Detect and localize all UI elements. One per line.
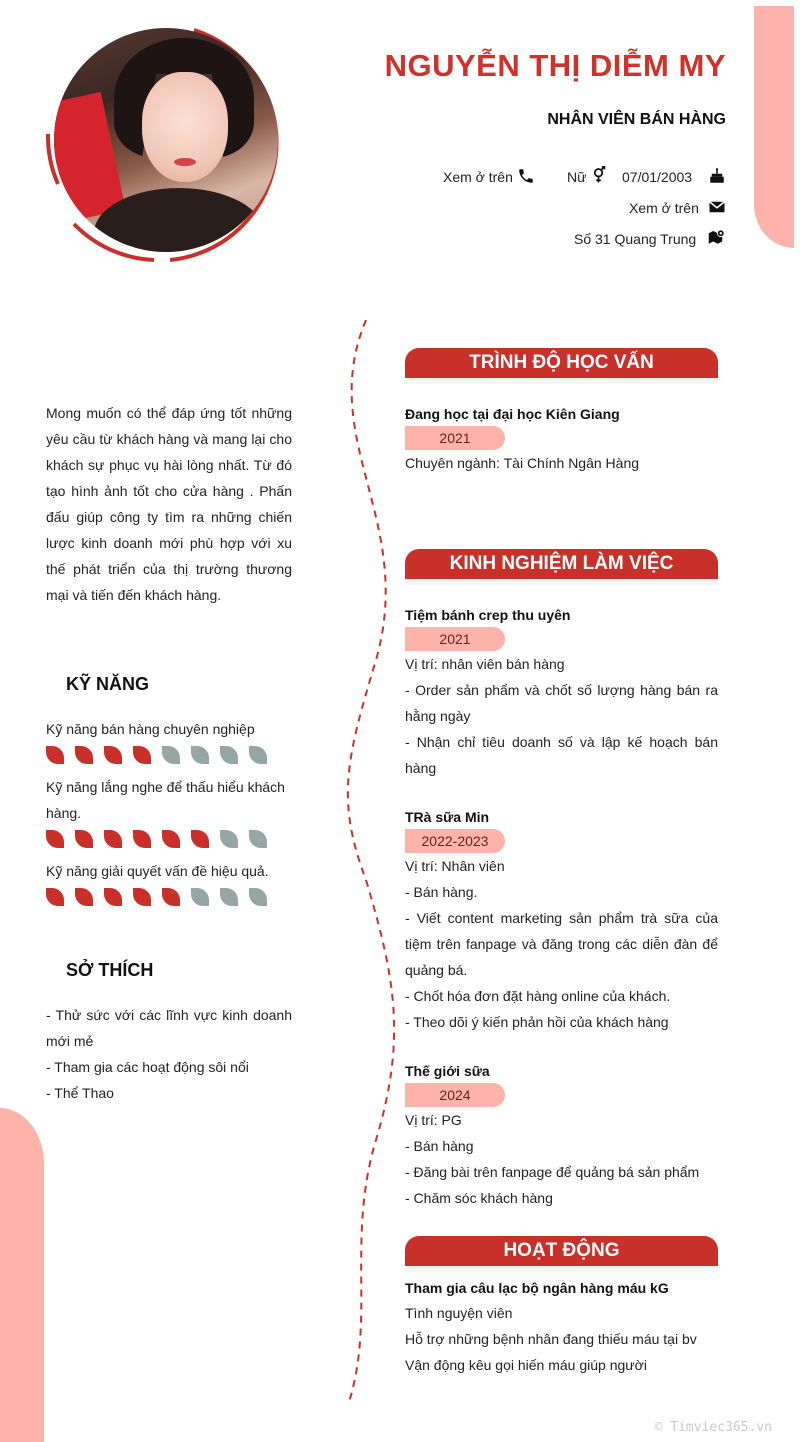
skill-dot-filled bbox=[75, 888, 93, 906]
education-heading: TRÌNH ĐỘ HỌC VẤN bbox=[405, 348, 718, 378]
skill-dot-empty bbox=[162, 746, 180, 764]
job-line: Vị trí: PG bbox=[405, 1112, 462, 1128]
map-location-icon bbox=[708, 228, 726, 246]
profile-photo bbox=[54, 28, 278, 252]
job-line: - Order sản phẩm và chốt số lượng hàng bán ra hằng ngày bbox=[405, 682, 718, 724]
education-school: Đang học tại đại học Kiên Giang bbox=[405, 406, 620, 422]
skill-dot-empty bbox=[191, 746, 209, 764]
job-company: TRà sữa Min bbox=[405, 809, 490, 825]
activity-line: Hỗ trợ những bệnh nhân đang thiếu máu tại bv bbox=[405, 1331, 697, 1347]
job-line: - Bán hàng. bbox=[405, 884, 478, 900]
skill-dot-filled bbox=[104, 888, 122, 906]
address-value: Số 31 Quang Trung bbox=[574, 231, 697, 247]
skill-dot-filled bbox=[104, 830, 122, 848]
candidate-name: NGUYỄN THỊ DIỄM MY bbox=[384, 48, 726, 83]
skill-dot-filled bbox=[133, 888, 151, 906]
skill-dot-filled bbox=[162, 830, 180, 848]
job-line: - Đăng bài trên fanpage để quảng bá sản phẩm bbox=[405, 1164, 700, 1180]
experience-heading: KINH NGHIỆM LÀM VIỆC bbox=[405, 549, 718, 579]
skill-dot-filled bbox=[75, 746, 93, 764]
job-line: - Nhận chỉ tiêu doanh số và lập kế hoạch bán hàng bbox=[405, 734, 718, 776]
hobby-item: - Tham gia các hoạt động sôi nổi bbox=[46, 1059, 249, 1075]
email-icon bbox=[708, 198, 726, 216]
hobby-item: - Thử sức với các lĩnh vực kinh doanh mới mẻ bbox=[46, 1007, 292, 1049]
skill-dot-filled bbox=[133, 830, 151, 848]
job-line: - Viết content marketing sản phẩm trà sữa của tiệm trên fanpage và đăng trong các diễn đàn để quảng bá. bbox=[405, 910, 718, 978]
skill-dot-empty bbox=[220, 830, 238, 848]
phone-value: Xem ở trên bbox=[443, 169, 513, 185]
decorative-corner-top bbox=[754, 6, 794, 248]
footer-watermark: © Timviec365.vn bbox=[654, 1420, 772, 1435]
job-company: Thế giới sữa bbox=[405, 1063, 490, 1079]
decorative-corner-bottom bbox=[0, 1108, 44, 1442]
job-title: NHÂN VIÊN BÁN HÀNG bbox=[547, 111, 726, 128]
job-line: Vị trí: nhân viên bán hàng bbox=[405, 656, 565, 672]
education-major: Chuyên ngành: Tài Chính Ngân Hàng bbox=[405, 455, 640, 471]
career-objective: Mong muốn có thể đáp ứng tốt những yêu cầu từ khách hàng và mang lại cho khách sự phục vụ hài lòng nhất. Từ đó tạo hình ảnh tốt cho cửa hàng . Phấn đấu giúp công ty tìm ra những chiến lược kinh doanh mới phù hợp với xu thế phát triển của thị trường thương mại và tiến đến khách hàng. bbox=[46, 405, 292, 603]
hobbies-heading: SỞ THÍCH bbox=[66, 960, 154, 980]
gender-icon bbox=[591, 166, 609, 184]
skill-dot-filled bbox=[133, 746, 151, 764]
skill-label: Kỹ năng lắng nghe để thấu hiểu khách hàng. bbox=[46, 779, 285, 821]
skill-dot-filled bbox=[46, 888, 64, 906]
avatar bbox=[44, 24, 284, 264]
job-line: - Chăm sóc khách hàng bbox=[405, 1190, 553, 1206]
skill-dot-empty bbox=[249, 888, 267, 906]
skill-dot-filled bbox=[75, 830, 93, 848]
activity-line: Tình nguyện viên bbox=[405, 1305, 513, 1321]
education-year: 2021 bbox=[405, 426, 505, 450]
skill-dot-empty bbox=[249, 746, 267, 764]
activities-heading: HOẠT ĐỘNG bbox=[405, 1236, 718, 1266]
job-period: 2022-2023 bbox=[405, 829, 505, 853]
skill-rating bbox=[46, 888, 267, 906]
phone-icon bbox=[517, 167, 535, 185]
skill-label: Kỹ năng giải quyết vấn đề hiệu quả. bbox=[46, 863, 269, 879]
skill-rating bbox=[46, 746, 267, 764]
activity-line: Vận động kêu gọi hiến máu giúp người bbox=[405, 1357, 647, 1373]
job-company: Tiệm bánh crep thu uyên bbox=[405, 607, 571, 623]
birthday-value: 07/01/2003 bbox=[622, 169, 693, 185]
hobby-item: - Thể Thao bbox=[46, 1085, 114, 1101]
skill-dot-filled bbox=[46, 746, 64, 764]
skill-dot-empty bbox=[220, 888, 238, 906]
email-value: Xem ở trên bbox=[629, 200, 699, 216]
job-line: Vị trí: Nhân viên bbox=[405, 858, 505, 874]
job-line: - Chốt hóa đơn đặt hàng online của khách. bbox=[405, 988, 671, 1004]
skill-dot-empty bbox=[249, 830, 267, 848]
wavy-divider bbox=[336, 320, 396, 1410]
skill-dot-empty bbox=[220, 746, 238, 764]
skill-dot-filled bbox=[191, 830, 209, 848]
skill-dot-empty bbox=[191, 888, 209, 906]
skill-dot-filled bbox=[104, 746, 122, 764]
gender-value: Nữ bbox=[567, 169, 587, 185]
job-line: - Bán hàng bbox=[405, 1138, 474, 1154]
activity-org: Tham gia câu lạc bộ ngân hàng máu kG bbox=[405, 1280, 669, 1296]
job-line: - Theo dõi ý kiến phản hồi của khách hàng bbox=[405, 1014, 669, 1030]
skills-heading: KỸ NĂNG bbox=[66, 674, 150, 694]
birthday-cake-icon bbox=[708, 167, 726, 185]
skill-dot-filled bbox=[162, 888, 180, 906]
skill-dot-filled bbox=[46, 830, 64, 848]
job-period: 2024 bbox=[405, 1083, 505, 1107]
skill-label: Kỹ năng bán hàng chuyên nghiệp bbox=[46, 721, 255, 737]
skill-rating bbox=[46, 830, 267, 848]
job-period: 2021 bbox=[405, 627, 505, 651]
